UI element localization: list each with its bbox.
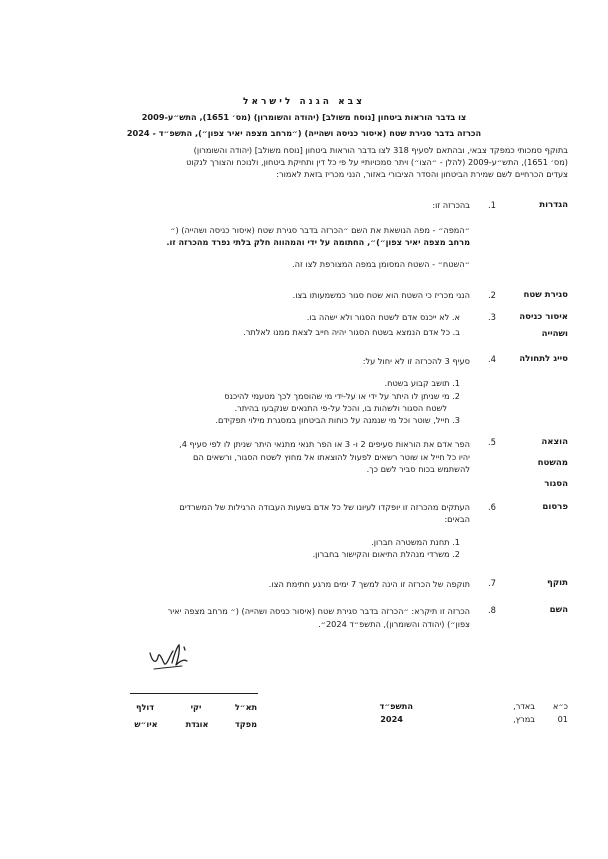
section-5-title-2: מהשטח	[537, 458, 568, 468]
item-label: ב.	[452, 327, 460, 337]
preamble-line-1: בתוקף סמכותי כמפקד צבאי, ובהתאם לסעיף 318 לצו בדבר הוראות ביטחון [נוסח משולב] (יהודה והשומרון)	[193, 145, 568, 155]
section-8-title: השם	[549, 605, 568, 615]
section-6-line-1: העתקים מהכרזה זו יופקדו לעיונו של כל אדם בשעות העבודה הרגילות של המשרדים	[179, 502, 470, 512]
section-7-number: 7.	[487, 578, 496, 588]
section-6-title: פרסום	[542, 502, 568, 512]
section-4-title: סייג לתחולה	[519, 354, 568, 364]
item-label: 2.	[452, 391, 460, 401]
gregorian-day: 01	[557, 714, 568, 724]
section-8-line-1: הכרזה זו תיקרא: ״הכרזה בדבר סגירת שטח (איסור כניסה ושהייה) (״ מרחב מצפה יאיר	[167, 606, 470, 616]
section-5-line-1: הפר אדם את הוראות סעיפים 2 ו- 3 או הפר תנאי מתנאי היתר שניתן לו לפי סעיף 4,	[179, 439, 470, 449]
section-3-title-2: ושהייה	[541, 329, 568, 339]
declaration-title: הכרזה בדבר סגירת שטח (איסור כניסה ושהייה) (״מרחב מצפה יאיר צפון״), התשפ״ד - 2024	[126, 128, 482, 138]
definition-map-line-1: ״המפה״ - מפה הנושאת את השם ״הכרזה בדבר סגירת שטח (איסור כניסה ושהייה) (״	[170, 225, 470, 235]
item-text: תחנת המשטרה חברון.	[371, 537, 450, 547]
handwritten-signature	[146, 641, 194, 675]
signer-rank: תא״ל	[234, 702, 258, 712]
item-label: 1.	[452, 537, 460, 547]
org-header: צבא הגנה לישראל	[243, 97, 365, 107]
item-text: חייל, שוטר וכל מי שנמנה על כוחות הביטחון במסגרת מילוי תפקידם.	[215, 415, 450, 425]
order-title: צו בדבר הוראות ביטחון [נוסח משולב] (יהודה והשומרון) (מס׳ 1651), התש״ע-2009	[141, 112, 467, 122]
section-5-line-2: יהיו כל חייל או שוטר רשאים לפעול להוצאתו אל מחוץ לשטח הסגור, ורשאים הם	[193, 452, 470, 462]
section-1-text: בהכרזה זו:	[432, 200, 470, 210]
signer-title-3: איו״ש	[134, 719, 158, 729]
section-4-item-2	[224, 391, 460, 402]
preamble-line-2: (מס׳ 1651), התש״ע-2009 (להלן - ״הצו״) ויתר סמכויותיי על פי כל דין ותחיקת ביטחון, ולנוכח והצורך לנקוט	[186, 157, 568, 167]
gregorian-month: במרץ,	[513, 714, 535, 724]
item-label: 1.	[452, 378, 460, 388]
item-text: משרדי מנהלת התיאום והקישור בחברון.	[312, 549, 450, 559]
section-5-title-3: הסגור	[544, 479, 568, 489]
section-2-text: הנני מכריז כי השטח הוא שטח סגור כמשמעותו בצו.	[292, 290, 470, 300]
section-5-title-1: הוצאה	[541, 437, 568, 447]
item-label: 2.	[452, 549, 460, 559]
section-7-text: תוקפה של הכרזה זו הינה למשך 7 ימים מרגע חתימת הצו.	[268, 579, 470, 589]
section-6-number: 6.	[487, 502, 496, 512]
hebrew-month: באדר,	[513, 701, 535, 711]
item-text: מי שניתן לו היתר על ידי או על-ידי מי שהוסמך לכך מטעמי להיכנס	[224, 391, 450, 401]
definition-area: ״השטח״ - השטח המסומן במפה המצורפת לצו זה.	[292, 259, 470, 269]
signer-first-name: יקי	[190, 702, 202, 712]
section-2-title: סגירת שטח	[523, 290, 568, 300]
signer-title-2: אוגדת	[185, 719, 209, 729]
section-3-number: 3.	[487, 312, 496, 322]
section-4-item-1	[385, 378, 460, 389]
item-text: תושב קבוע בשטח.	[384, 378, 450, 388]
section-4-number: 4.	[487, 354, 496, 364]
definition-map-line-2: מרחב מצפה יאיר צפון״)״, החתומה על ידי והמהווה חלק בלתי נפרד מהכרזה זו.	[166, 237, 470, 247]
item-label: 3.	[452, 415, 460, 425]
signature-line	[130, 693, 258, 694]
section-4-text: סעיף 3 להכרזה זו לא יחול על:	[362, 356, 470, 366]
signer-title-1: מפקד	[234, 719, 258, 729]
hebrew-year: התשפ״ד	[379, 701, 413, 711]
section-8-number: 8.	[487, 605, 496, 615]
section-3-title-1: איסור כניסה	[519, 312, 568, 322]
item-label: א.	[451, 312, 460, 322]
section-1-number: 1.	[487, 200, 496, 210]
hebrew-day: כ״א	[552, 701, 568, 711]
section-6-item-1	[371, 537, 460, 548]
section-4-item-2-cont: לשטח הסגור ולשהות בו, והכל על-פי התנאים שנקבעו בהיתר.	[234, 403, 447, 413]
item-text: לא ייכנס אדם לשטח הסגור ולא ישהה בו.	[306, 312, 450, 322]
section-2-number: 2.	[487, 290, 496, 300]
section-3-item-b	[243, 327, 460, 338]
section-1-title: הגדרות	[539, 200, 568, 210]
section-5-line-3: להשתמש בכוח סביר לשם כך.	[366, 464, 470, 474]
section-4-item-3	[215, 415, 460, 426]
section-8-line-2: צפון״) (יהודה והשומרון), התשפ״ד 2024״.	[318, 619, 470, 629]
preamble-line-3: צעדים הכרחיים לשם שמירת הביטחון והסדר הציבורי באזור, הנני מכריז בזאת לאמור:	[276, 169, 568, 179]
section-6-line-2: הבאים:	[444, 514, 470, 524]
section-5-number: 5.	[487, 437, 496, 447]
section-3-item-a	[307, 312, 460, 323]
item-text: כל אדם הנמצא בשטח הסגור יהיה חייב לצאת ממנו לאלתר.	[243, 327, 451, 337]
section-6-item-2	[313, 549, 460, 560]
signer-last-name: דולף	[135, 702, 155, 712]
gregorian-year: 2024	[380, 714, 403, 724]
section-7-title: תוקף	[547, 578, 568, 588]
